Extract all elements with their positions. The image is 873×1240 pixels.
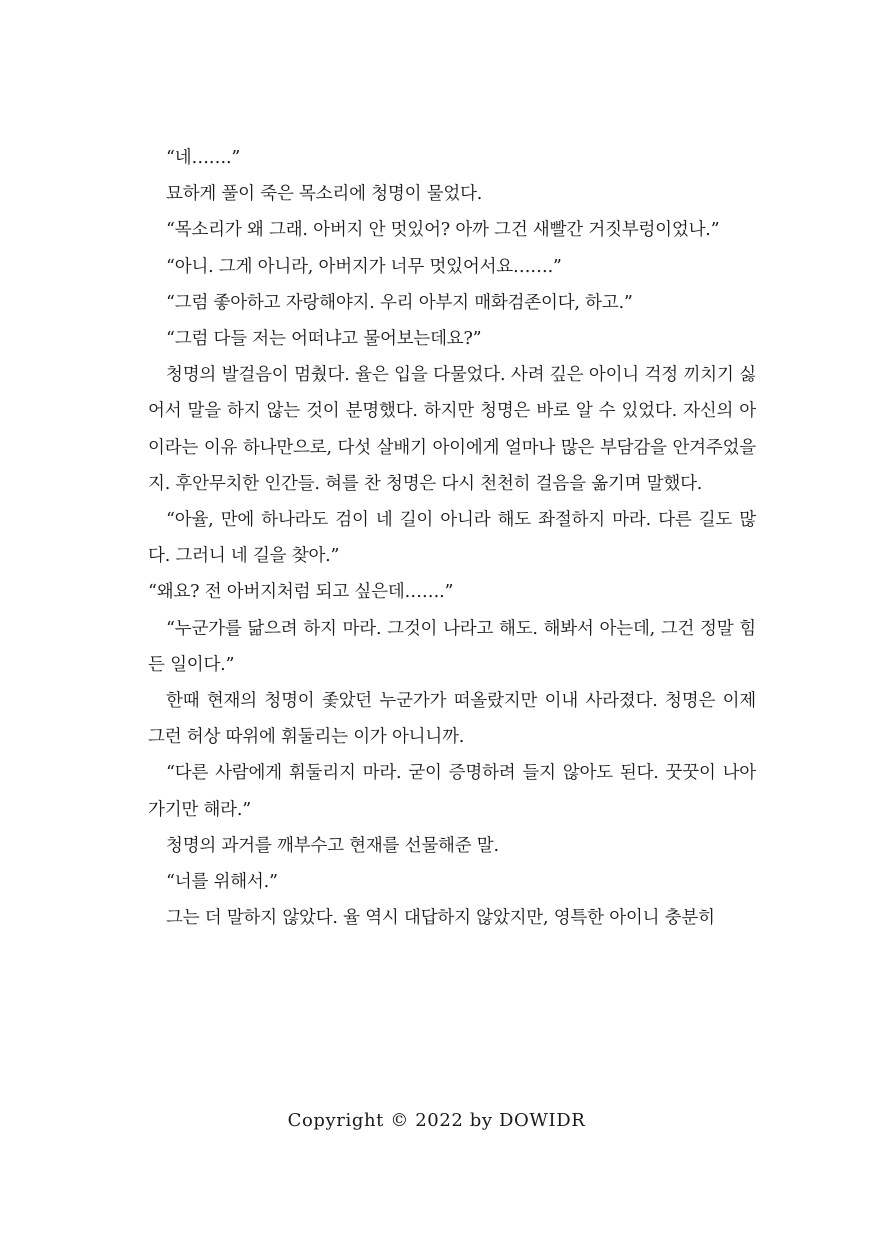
paragraph: “아니. 그게 아니라, 아버지가 너무 멋있어서요…….” [166, 256, 562, 277]
paragraph: “네…….” [166, 148, 241, 168]
paragraph: “목소리가 왜 그래. 아버지 안 멋있어? 아까 그건 새빨간 거짓부렁이었나.” [166, 220, 720, 241]
paragraph: “다른 사람에게 휘둘리지 마라. 굳이 증명하려 들지 않아도 된다. 꿋꿋이 나아가기만 해라.” [148, 763, 756, 820]
paragraph: 그는 더 말하지 않았다. 율 역시 대답하지 않았지만, 영특한 아이니 충분히 [166, 908, 715, 929]
paragraph: “왜요? 전 아버지처럼 되고 싶은데…….” [148, 582, 454, 603]
page-body [148, 140, 756, 936]
paragraph: “그럼 다들 저는 어떠냐고 물어보는데요?” [166, 329, 482, 350]
paragraph: 청명의 발걸음이 멈췄다. 율은 입을 다물었다. 사려 깊은 아이니 걱정 끼치기 싫어서 말을 하지 않는 것이 분명했다. 하지만 청명은 바로 알 수 있었다. 자신의 아이라는 이유 하나만으로, 다섯 살배기 아이에게 얼마나 많은 부담감을 안겨주었을지. 후안무치한 인간들. 혀를 찬 청명은 다시 천천히 걸음을 옮기며 말했다. [148, 365, 756, 494]
paragraph: 한때 현재의 청명이 좇았던 누군가가 떠올랐지만 이내 사라졌다. 청명은 이제 그런 허상 따위에 휘둘리는 이가 아니니까. [148, 691, 756, 748]
paragraph: 묘하게 풀이 죽은 목소리에 청명이 물었다. [166, 184, 483, 205]
paragraph: “너를 위해서.” [166, 872, 278, 893]
paragraph: “아율, 만에 하나라도 검이 네 길이 아니라 해도 좌절하지 마라. 다른 길도 많다. 그러니 네 길을 찾아.” [148, 510, 756, 567]
paragraph: 청명의 과거를 깨부수고 현재를 선물해준 말. [166, 835, 499, 856]
paragraph: “그럼 좋아하고 자랑해야지. 우리 아부지 매화검존이다, 하고.” [166, 292, 633, 313]
copyright-footer: Copyright © 2022 by DOWIDR [287, 1110, 586, 1131]
paragraph: “누군가를 닮으려 하지 마라. 그것이 나라고 해도. 해봐서 아는데, 그건 정말 힘든 일이다.” [148, 618, 756, 675]
